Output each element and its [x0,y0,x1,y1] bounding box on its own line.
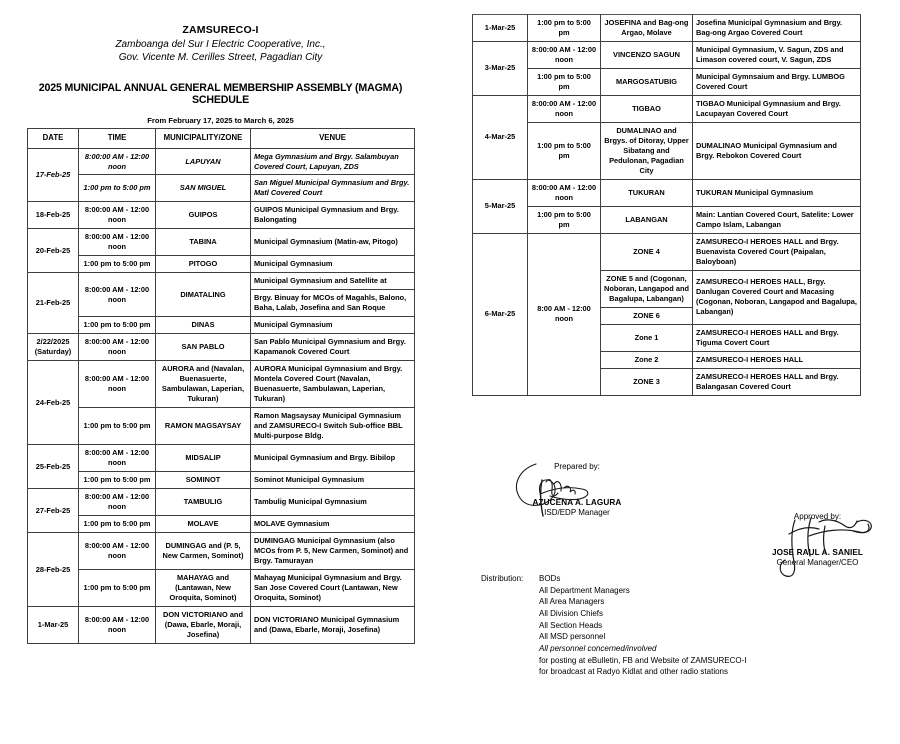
cell-venue: DUMINGAG Municipal Gymnasium (also MCOs from P. 5, New Carmen, Sominot) and Brgy. Tamurayan [251,533,415,570]
table-row [28,361,415,408]
schedule-table-right [472,14,861,396]
cell-municipality: DUMALINAO and Brgys. of Ditoray, Upper Sibatang and Pedulonan, Pagadian City [601,122,693,179]
cell-time: 1:00 pm to 5:00 pm [79,408,156,445]
distribution-item: BODs [539,574,561,583]
cell-municipality: LAPUYAN [156,148,251,175]
table-row [28,273,415,290]
cell-venue: Sominot Municipal Gymnasium [251,472,415,489]
table-row [28,408,415,445]
table-row [473,15,861,42]
cell-date: 24-Feb-25 [28,361,79,445]
cell-zone: ZONE 3 [601,368,693,395]
cell-municipality: RAMON MAGSAYSAY [156,408,251,445]
column-header-time: TIME [79,129,156,149]
table-header-row [28,129,415,149]
table-row [28,317,415,334]
cell-time: 1:00 pm to 5:00 pm [528,122,601,179]
document-title: 2025 MUNICIPAL ANNUAL GENERAL MEMBERSHIP ASSEMBLY (MAGMA) SCHEDULE [38,82,403,106]
cell-time: 1:00 pm to 5:00 pm [79,570,156,607]
cell-venue: San Miguel Municipal Gymnasium and Brgy. Matl Covered Court [251,175,415,202]
approved-by-role: General Manager/CEO [776,558,859,567]
cell-municipality: DIMATALING [156,273,251,317]
cell-municipality: TUKURAN [601,179,693,206]
cell-venue: Brgy. Binuay for MCOs of Magahls, Balono, Baha, Lalab, Josefina and San Roque [251,290,415,317]
table-row [473,68,861,95]
table-row [28,472,415,489]
cell-municipality: DINAS [156,317,251,334]
cell-venue: ZAMSURECO-I HEROES HALL, Brgy. Danlugan Covered Court and Macasing (Cogonan, Noboran, Langapod and Bagalupa, Labangan) [693,270,861,324]
cell-date: 17-Feb-25 [28,148,79,202]
cell-municipality: LABANGAN [601,206,693,233]
cell-time: 8:00:00 AM - 12:00 noon [79,148,156,175]
distribution-item: All Area Managers [539,597,605,607]
distribution-label: Distribution: [481,574,524,583]
approved-by-signature-space [735,522,900,548]
cell-date: 20-Feb-25 [28,229,79,273]
cell-municipality: MARGOSATUBIG [601,68,693,95]
cell-time: 8:00:00 AM - 12:00 noon [79,361,156,408]
cell-time: 8:00:00 AM - 12:00 noon [79,202,156,229]
signature-prepared-by [492,462,662,517]
cell-venue: ZAMSURECO-I HEROES HALL and Brgy. Buenavista Covered Court (Paipalan, Baloyboan) [693,233,861,270]
cell-time: 8:00:00 AM - 12:00 noon [528,95,601,122]
table-row [473,122,861,179]
cell-venue: ZAMSURECO-I HEROES HALL and Brgy. Tiguma Covert Court [693,324,861,351]
cell-municipality: MOLAVE [156,516,251,533]
cell-venue: Municipal Gymnasium [251,256,415,273]
cell-venue: MOLAVE Gymnasium [251,516,415,533]
distribution-row [481,573,747,678]
table-row [28,175,415,202]
cell-time: 1:00 pm to 5:00 pm [79,175,156,202]
cell-date: 21-Feb-25 [28,273,79,334]
cell-venue: Municipal Gymnasium (Matin-aw, Pitogo) [251,229,415,256]
cell-date: 27-Feb-25 [28,489,79,533]
cell-time: 8:00:00 AM - 12:00 noon [79,334,156,361]
table-row [473,233,861,270]
cell-venue: San Pablo Municipal Gymnasium and Brgy. Kapamanok Covered Court [251,334,415,361]
cell-date: 1-Mar-25 [473,15,528,42]
schedule-body-left [28,148,415,643]
cell-municipality: TAMBULIG [156,489,251,516]
cell-venue: AURORA Municipal Gymnasium and Brgy. Montela Covered Court (Navalan, Buenasuerte, Sambulawan, Laperian, Tukuran) [251,361,415,408]
right-column [472,14,860,396]
cell-venue: TUKURAN Municipal Gymnasium [693,179,861,206]
cell-venue: Mega Gymnasium and Brgy. Salambuyan Covered Court, Lapuyan, ZDS [251,148,415,175]
cell-date: 18-Feb-25 [28,202,79,229]
approved-by-name: JOSE RAUL A. SANIEL [771,548,864,557]
cell-venue: Municipal Gymnasium and Satellite at [251,273,415,290]
prepared-by-role: ISD/EDP Manager [544,508,610,517]
table-row [28,489,415,516]
table-row [28,256,415,273]
cell-municipality: TABINA [156,229,251,256]
cell-municipality: PITOGO [156,256,251,273]
cell-venue: ZAMSURECO-I HEROES HALL [693,351,861,368]
distribution-items [539,573,747,678]
cell-venue: Josefina Municipal Gymnasium and Brgy. Bag-ong Argao Covered Court [693,15,861,42]
cell-municipality: MAHAYAG and (Lantawan, New Oroquita, Sominot) [156,570,251,607]
cell-time: 8:00:00 AM - 12:00 noon [79,489,156,516]
cell-zone: Zone 2 [601,351,693,368]
cell-venue: ZAMSURECO-I HEROES HALL and Brgy. Balangasan Covered Court [693,368,861,395]
cell-date: 3-Mar-25 [473,41,528,95]
cell-time: 8:00 AM - 12:00 noon [528,233,601,395]
table-row [473,206,861,233]
approved-by-caption: Approved by: [793,512,842,521]
cell-municipality: SAN PABLO [156,334,251,361]
column-header-municipality: MUNICIPALITY/ZONE [156,129,251,149]
cell-venue: DON VICTORIANO Municipal Gymnasium and (Dawa, Ebarle, Moraji, Josefina) [251,606,415,643]
cell-municipality: DON VICTORIANO and (Dawa, Ebarle, Moraji, Josefina) [156,606,251,643]
cell-time: 1:00 pm to 5:00 pm [79,516,156,533]
cell-date: 28-Feb-25 [28,533,79,607]
cell-zone: ZONE 6 [601,307,693,324]
table-row [28,202,415,229]
cell-municipality: VINCENZO SAGUN [601,41,693,68]
cell-date: 1-Mar-25 [28,606,79,643]
table-row [28,334,415,361]
cell-time: 8:00:00 AM - 12:00 noon [528,179,601,206]
distribution-item: for broadcast at Radyo Kidlat and other radio stations [539,667,728,677]
cell-time: 8:00:00 AM - 12:00 noon [79,533,156,570]
prepared-by-caption: Prepared by: [554,462,600,471]
cell-municipality: JOSEFINA and Bag-ong Argao, Molave [601,15,693,42]
org-address-line-1: Zamboanga del Sur I Electric Cooperative, Inc., [115,39,326,50]
column-header-date: DATE [28,129,79,149]
prepared-by-signature-space [492,472,662,498]
cell-time: 8:00:00 AM - 12:00 noon [79,445,156,472]
table-row [28,533,415,570]
org-address-line-2: Gov. Vicente M. Cerilles Street, Pagadian City [118,52,323,63]
cell-time: 8:00:00 AM - 12:00 noon [79,606,156,643]
cell-zone: ZONE 4 [601,233,693,270]
cell-date: 6-Mar-25 [473,233,528,395]
table-row [28,445,415,472]
cell-municipality: TIGBAO [601,95,693,122]
cell-zone: Zone 1 [601,324,693,351]
org-name: ZAMSURECO-I [182,24,259,36]
cell-venue: Tambulig Municipal Gymnasium [251,489,415,516]
cell-date: 4-Mar-25 [473,95,528,179]
left-column [27,24,414,644]
prepared-by-name: AZUCENA A. LAGURA [532,498,622,507]
distribution-item: All Division Chiefs [539,609,604,619]
table-row [473,95,861,122]
table-row [473,179,861,206]
cell-time: 8:00:00 AM - 12:00 noon [528,41,601,68]
cell-venue: Ramon Magsaysay Municipal Gymnasium and ZAMSURECO-I Switch Sub-office BBL Multi-purpose Bldg. [251,408,415,445]
cell-venue: Municipal Gymnasium [251,317,415,334]
cell-time: 8:00:00 AM - 12:00 noon [79,273,156,317]
document-date-range: From February 17, 2025 to March 6, 2025 [147,116,294,125]
cell-municipality: SAN MIGUEL [156,175,251,202]
distribution-item: All Department Managers [539,585,630,595]
cell-zone: ZONE 5 and (Cogonan, Noboran, Langapod and Bagalupa, Labangan) [601,270,693,307]
schedule-body-right [473,15,861,396]
distribution-item: All personnel concerned/involved [539,644,657,654]
signature-approved-by [735,512,900,567]
column-header-venue: VENUE [251,129,415,149]
cell-time: 1:00 pm to 5:00 pm [79,472,156,489]
cell-date: 25-Feb-25 [28,445,79,489]
cell-time: 1:00 pm to 5:00 pm [79,256,156,273]
cell-municipality: DUMINGAG and (P. 5, New Carmen, Sominot) [156,533,251,570]
cell-municipality: GUIPOS [156,202,251,229]
cell-venue: Mahayag Municipal Gymnasium and Brgy. San Jose Covered Court (Lantawan, New Oroquita, Sominot) [251,570,415,607]
cell-time: 1:00 pm to 5:00 pm [79,317,156,334]
table-row [28,516,415,533]
cell-time: 1:00 pm to 5:00 pm [528,206,601,233]
schedule-table-left [27,128,415,644]
cell-venue: Municipal Gymnasium and Brgy. Bibilop [251,445,415,472]
table-row [28,606,415,643]
distribution-item: for posting at eBulletin, FB and Website of ZAMSURECO-I [539,655,747,665]
cell-municipality: MIDSALIP [156,445,251,472]
cell-municipality: SOMINOT [156,472,251,489]
cell-municipality: AURORA and (Navalan, Buenasuerte, Sambulawan, Laperian, Tukuran) [156,361,251,408]
cell-venue: Municipal Gymnsaium and Brgy. LUMBOG Covered Court [693,68,861,95]
distribution-item: All Section Heads [539,620,603,630]
table-row [28,229,415,256]
cell-time: 1:00 pm to 5:00 pm [528,68,601,95]
distribution-block [481,573,747,678]
cell-venue: Municipal Gymnasium, V. Sagun, ZDS and Limason covered court, V. Sagun, ZDS [693,41,861,68]
cell-time: 8:00:00 AM - 12:00 noon [79,229,156,256]
table-row [473,41,861,68]
cell-venue: DUMALINAO Municipal Gymnasium and Brgy. Rebokon Covered Court [693,122,861,179]
cell-venue: TIGBAO Municipal Gymnasium and Brgy. Lacupayan Covered Court [693,95,861,122]
cell-venue: Main: Lantian Covered Court, Satelite: Lower Campo Islam, Labangan [693,206,861,233]
table-row [28,570,415,607]
table-row [28,148,415,175]
cell-date: 2/22/2025 (Saturday) [28,334,79,361]
distribution-item: All MSD personnel [539,632,606,642]
cell-date: 5-Mar-25 [473,179,528,233]
cell-time: 1:00 pm to 5:00 pm [528,15,601,42]
cell-venue: GUIPOS Municipal Gymnasium and Brgy. Balongating [251,202,415,229]
